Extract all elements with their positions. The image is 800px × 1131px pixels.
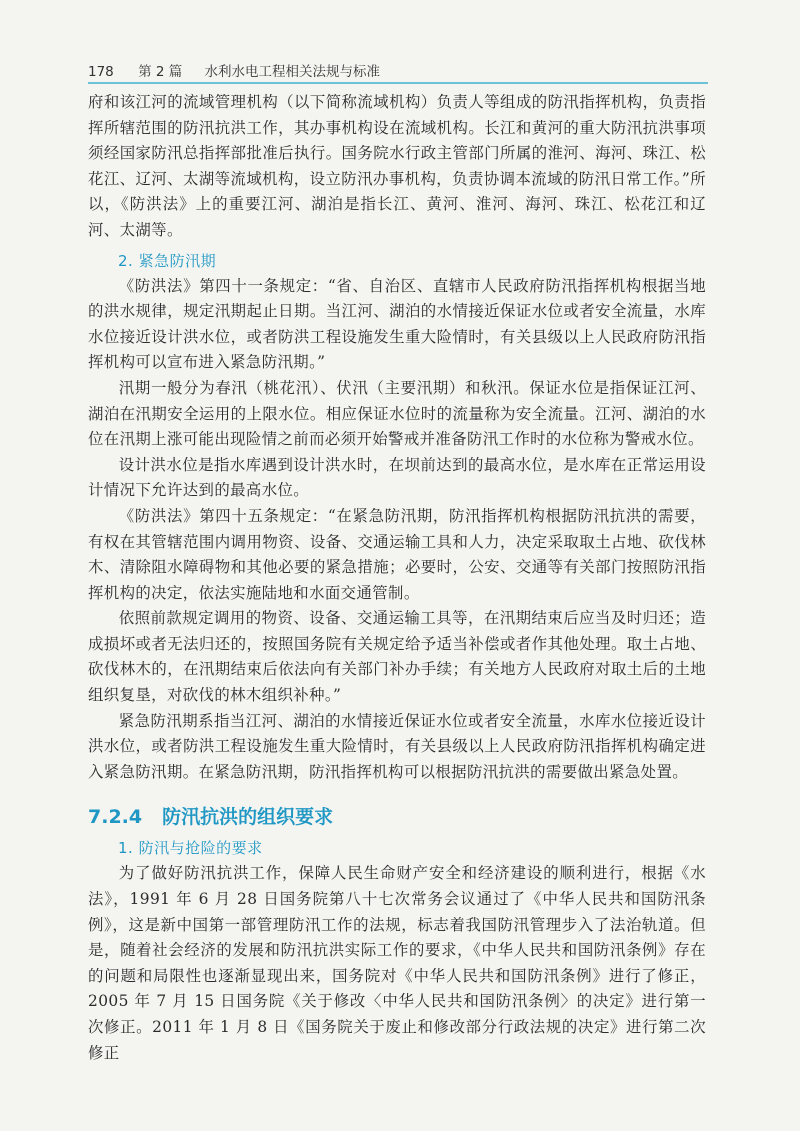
section-heading: [88, 805, 706, 829]
part-label: 第 2 篇: [138, 64, 183, 80]
page-number: 178: [88, 64, 114, 80]
paragraph: 紧急防汛期系指当江河、湖泊的水情接近保证水位或者安全流量，水库水位接近设计洪水位，或者防洪工程设施发生重大险情时，有关县级以上人民政府防汛指挥机构确定进入紧急防汛期。在紧急防汛期，防汛指挥机构可以根据防汛抗洪的需要做出紧急处置。: [88, 711, 706, 781]
body-text: [88, 90, 706, 1066]
paragraph: 《防洪法》第四十一条规定：“省、自治区、直辖市人民政府防汛指挥机构根据当地的洪水规律，规定汛期起止日期。当江河、湖泊的水情接近保证水位或者安全流量，水库水位接近设计洪水位，或者防洪工程设施发生重大险情时，有关县级以上人民政府防汛指挥机构可以宣布进入紧急防汛期。”: [88, 276, 706, 372]
paragraph: 《防洪法》第四十五条规定：“在紧急防汛期，防汛指挥机构根据防汛抗洪的需要，有权在其管辖范围内调用物资、设备、交通运输工具和人力，决定采取取土占地、砍伐林木、清除阻水障碍物和其他必要的紧急措施；必要时，公安、交通等有关部门按照防汛指挥机构的决定，依法实施陆地和水面交通管制。: [88, 506, 706, 602]
section-number: 7.2.4: [88, 806, 143, 829]
part-title: 水利水电工程相关法规与标准: [204, 64, 381, 80]
paragraph: 设计洪水位是指水库遇到设计洪水时，在坝前达到的最高水位，是水库在正常运用设计情况下允许达到的最高水位。: [88, 455, 706, 500]
section-title: 防汛抗洪的组织要求: [162, 806, 334, 829]
sub-heading: 2. 紧急防汛期: [118, 251, 217, 270]
paragraph: 汛期一般分为春汛（桃花汛）、伏汛（主要汛期）和秋汛。保证水位是指保证江河、湖泊在汛期安全运用的上限水位。相应保证水位时的流量称为安全流量。江河、湖泊的水位在汛期上涨可能出现险情之前而必须开始警戒并准备防汛工作时的水位称为警戒水位。: [88, 378, 706, 449]
paragraph: 为了做好防汛抗洪工作，保障人民生命财产安全和经济建设的顺利进行，根据《水法》，1991 年 6 月 28 日国务院第八十七次常务会议通过了《中华人民共和国防汛条例》，这是新中国第一部管理防汛工作的法规，标志着我国防汛管理步入了法治轨道。但是，随着社会经济的发展和防汛抗洪实际工作的要求，《中华人民共和国防汛条例》存在的问题和局限性也逐渐显现出来，国务院对《中华人民共和国防汛条例》进行了修正，2005 年 7 月 15 日国务院《关于修改〈中华人民共和国防汛条例〉的决定》进行第一次修正。2011 年 1 月 8 日《国务院关于废止和修改部分行政法规的决定》进行第二次修正: [88, 864, 706, 1062]
paragraph: 依照前款规定调用的物资、设备、交通运输工具等，在汛期结束后应当及时归还；造成损坏或者无法归还的，按照国务院有关规定给予适当补偿或者作其他处理。取土占地、砍伐林木的，在汛期结束后依法向有关部门补办手续；有关地方人民政府对取土后的土地组织复垦，对砍伐的林木组织补种。”: [88, 609, 706, 705]
running-header: [88, 60, 700, 80]
header-rule: [88, 82, 708, 84]
sub-heading: 1. 防汛与抢险的要求: [118, 839, 263, 858]
paragraph: 府和该江河的流域管理机构（以下简称流域机构）负责人等组成的防汛指挥机构，负责指挥所辖范围的防汛抗洪工作，其办事机构设在流域机构。长江和黄河的重大防汛抗洪事项须经国家防汛总指挥部批准后执行。国务院水行政主管部门所属的淮河、海河、珠江、松花江、辽河、太湖等流域机构，设立防汛办事机构，负责协调本流域的防汛日常工作。”所以，《防洪法》上的重要江河、湖泊是指长江、黄河、淮河、海河、珠江、松花江和辽河、太湖等。: [88, 93, 706, 239]
